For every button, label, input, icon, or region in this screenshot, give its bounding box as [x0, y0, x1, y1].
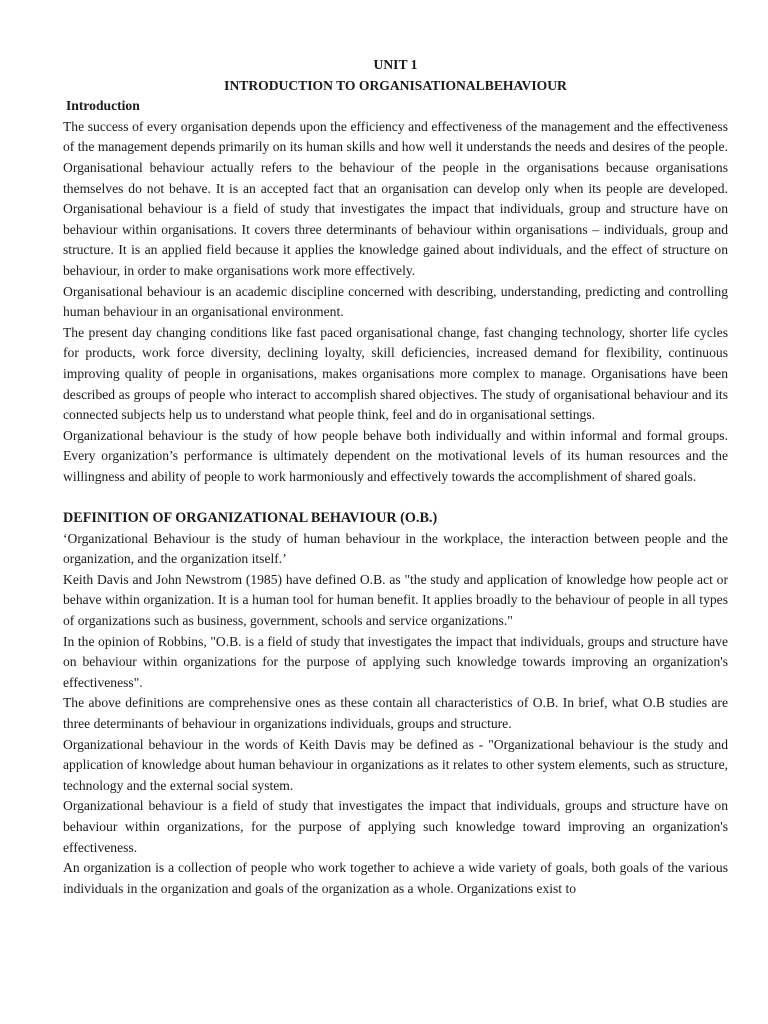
- definition-paragraph-4: The above definitions are comprehensive ones as these contain all characteristics of O.B. In brief, what O.B studies are three determinants of behaviour in organizations individuals, groups and structure.: [63, 695, 728, 731]
- definition-paragraph-3: In the opinion of Robbins, "O.B. is a field of study that investigates the impact that individuals, groups and structure have on behaviour within organizations for the purpose of applying such knowledge towards improving an organization's effectiveness".: [63, 633, 728, 690]
- intro-paragraph-3: The present day changing conditions like fast paced organisational change, fast changing technology, shorter life cycles for products, work force diversity, declining loyalty, skill deficiencies, increased demand for flexibility, continuous improving quality of people in organisations, makes organisations more complex to manage. Organisations have been described as groups of people who interact to accomplish shared objectives. The study of organisational behaviour and its connected subjects help us to understand what people think, feel and do in organisational settings.: [63, 324, 728, 423]
- definition-heading: DEFINITION OF ORGANIZATIONAL BEHAVIOUR (O.B.): [63, 510, 438, 527]
- definition-paragraph-2: Keith Davis and John Newstrom (1985) have defined O.B. as "the study and application of knowledge how people act or behave within organization. It is a human tool for human benefit. It applies broadly to the behaviour of people in all types of organizations such as business, government, schools and service organizations.": [63, 571, 728, 629]
- section-spacer: [63, 487, 728, 508]
- unit-label: UNIT 1: [373, 57, 418, 72]
- definition-paragraph-1: ‘Organizational Behaviour is the study of human behaviour in the workplace, the interaction between people and the organization, and the organization itself.’: [63, 530, 728, 567]
- definition-paragraph-7: An organization is a collection of people who work together to achieve a wide variety of goals, both goals of the various individuals in the organization and goals of the organization as a whole. Organizations exist to: [63, 860, 728, 896]
- intro-paragraph-1: The success of every organisation depends upon the efficiency and effectiveness of the management and the effectiveness of the management depends primarily on its human skills and how well it understands the needs and desires of the people. Organisational behaviour actually refers to the behaviour of the people in the organisations because organisations themselves do not behave. It is an accepted fact that an organisation can develop only when its people are developed. Organisational behaviour is a field of study that investigates the impact that individuals, group and structure have on behaviour within organisations. It covers three determinants of behaviour within organisations – individuals, group and structure. It is an applied field because it applies the knowledge gained about individuals, and the effect of structure on behaviour, in order to make organisations work more effectively.: [63, 118, 728, 278]
- document-title: INTRODUCTION TO ORGANISATIONALBEHAVIOUR: [224, 77, 567, 93]
- introduction-heading: Introduction: [66, 98, 140, 114]
- definition-paragraph-5: Organizational behaviour in the words of Keith Davis may be defined as - "Organizational behaviour is the study and application of knowledge about human behaviour in organizations as it relates to other system elements, such as structure, technology and the external social system.: [63, 736, 728, 793]
- document-page: [63, 55, 728, 899]
- definition-paragraph-6: Organizational behaviour is a field of study that investigates the impact that individuals, groups and structure have on behaviour within organizations, for the purpose of applying such knowledge toward improving an organization's effectiveness.: [63, 798, 728, 855]
- intro-paragraph-4: Organizational behaviour is the study of how people behave both individually and within informal and formal groups. Every organization’s performance is ultimately dependent on the motivational levels of its human resources and the willingness and ability of people to work harmoniously and effectively towards the accomplishment of shared goals.: [63, 427, 728, 484]
- intro-paragraph-2: Organisational behaviour is an academic discipline concerned with describing, understanding, predicting and controlling human behaviour in an organisational environment.: [63, 283, 728, 320]
